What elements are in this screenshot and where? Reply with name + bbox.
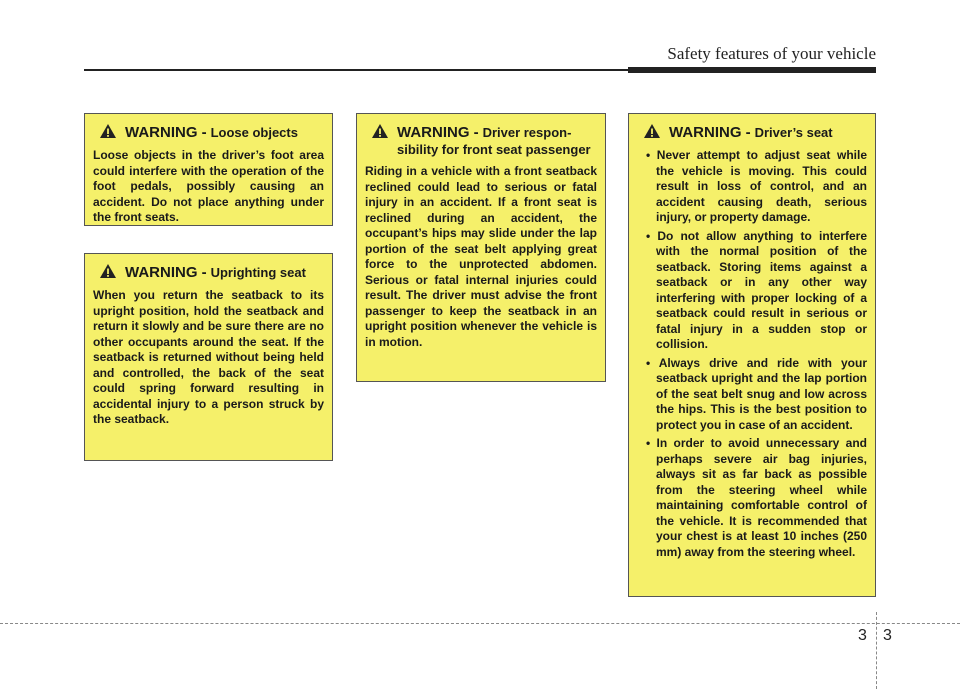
warning-heading (637, 124, 867, 142)
warning-subject: Driver’s seat (754, 125, 833, 140)
bullet-text: Never attempt to adjust seat while the vehicle is moving. This could result in loss of control, and an accident causing death, serious injury, or property damage. (656, 148, 867, 224)
header-divider-accent (628, 67, 876, 73)
warning-drivers-seat (628, 113, 876, 597)
warning-label: WARNING - (125, 264, 207, 281)
warning-bullet-list (637, 148, 867, 560)
list-item: • In order to avoid unnecessary and perhaps severe air bag injuries, always sit as far back as possible from the steering wheel while maintaining comfortable control of the vehicle. It is recommended that your chest is at least 10 inches (250 mm) away from the steering wheel. (646, 436, 867, 559)
list-item: • Never attempt to adjust seat while the vehicle is moving. This could result in loss of control, and an accident causing death, serious injury, or property damage. (646, 148, 867, 224)
warning-body: Loose objects in the driver’s foot area could interfere with the operation of the foot pedals, possibly causing an accident. Do not place anything under the front seats. (93, 148, 324, 224)
warning-label: WARNING - (397, 124, 479, 141)
warning-heading (93, 124, 324, 142)
warning-triangle-icon (643, 123, 665, 142)
warning-upright-seat (84, 253, 333, 461)
bullet-text: In order to avoid unnecessary and perhaps severe air bag injuries, always sit as far back as possible from the steering wheel while maintaining comfortable control of the vehicle. It is recommended that your chest is at least 10 inches (250 mm) away from the steering wheel. (656, 436, 867, 559)
warning-triangle-icon (99, 263, 121, 282)
bullet-text: Always drive and ride with your seatback upright and the lap portion of the seat belt snug and low across the hips. This is the best position to protect you in case of an accident. (656, 355, 867, 432)
warning-subject: Driver responsibility for front seat passenger (397, 125, 591, 157)
page-number: 3 (883, 627, 892, 644)
warning-heading (93, 264, 324, 282)
warning-triangle-icon (99, 123, 121, 142)
warning-front-seat-passenger (356, 113, 606, 382)
footer-divider (0, 623, 960, 624)
section-title: Safety features of your vehicle (667, 44, 876, 63)
warning-heading (365, 124, 597, 158)
warning-label: WARNING - (125, 124, 207, 141)
chapter-number: 3 (858, 627, 867, 644)
list-item: • Always drive and ride with your seatback upright and the lap portion of the seat belt snug and low across the hips. This is the best position to protect you in case of an accident. (646, 355, 867, 432)
warning-subject: Loose objects (210, 125, 298, 140)
footer-page-separator (876, 612, 877, 689)
warning-triangle-icon (371, 123, 393, 142)
warning-label: WARNING - (669, 124, 751, 141)
warning-body: When you return the seatback to its upright position, hold the seatback and return it slowly and be sure there are no other occupants around the seat. If the seatback is returned without being held and controlled, the back of the seat could spring forward resulting in accidental injury to a person struck by the seatback. (93, 288, 324, 426)
warning-body: Riding in a vehicle with a front seatback reclined could lead to serious or fatal injury in an accident. If a front seat is reclined during an accident, the occupant’s hips may slide under the lap portion of the seat belt applying great force to the unprotected abdomen. Serious or fatal internal injuries could result. The driver must advise the front passenger to keep the seatback in an upright position whenever the vehicle is in motion. (365, 164, 597, 349)
bullet-text: Do not allow anything to interfere with the normal position of the seatback. Storing items against a seatback or in any other way interfering with proper locking of a seatback could result in serious or fatal injury in a sudden stop or collision. (656, 228, 867, 351)
warning-loose-objects (84, 113, 333, 226)
warning-subject: Uprighting seat (210, 265, 306, 280)
list-item: • Do not allow anything to interfere with the normal position of the seatback. Storing items against a seatback or in any other way interfering with proper locking of a seatback could result in serious or fatal injury in a sudden stop or collision. (646, 228, 867, 351)
